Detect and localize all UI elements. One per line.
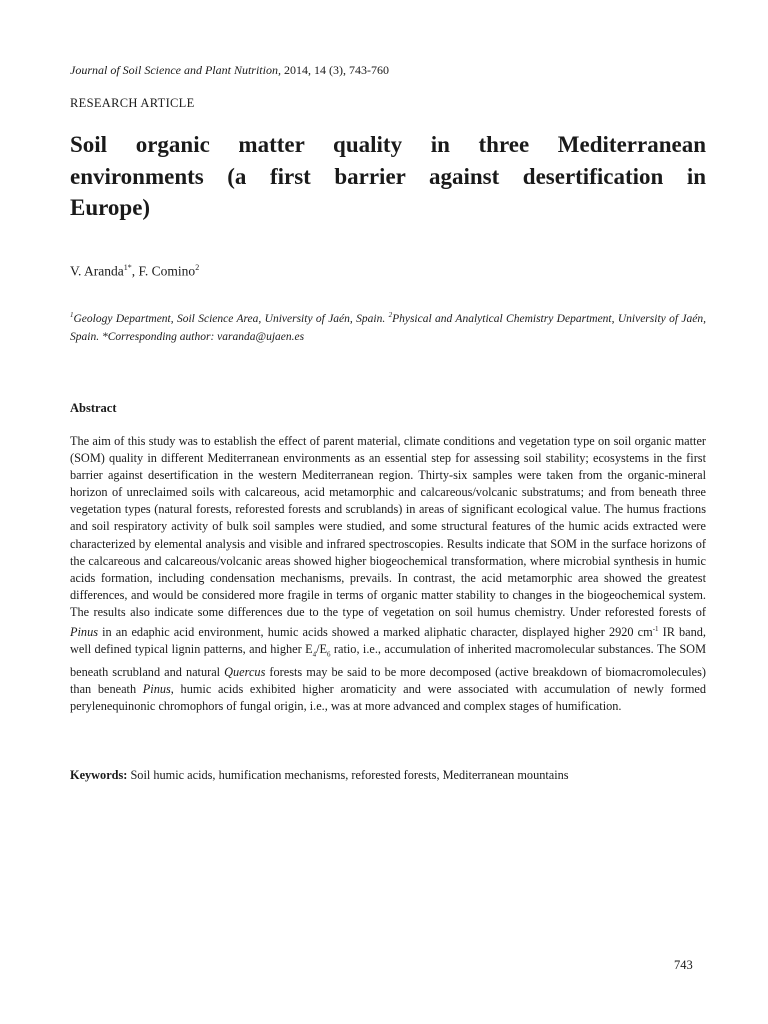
- keywords: [70, 767, 706, 784]
- abstract-italic-term: Quercus: [224, 664, 266, 679]
- abstract-italic-term: Pinus: [70, 625, 99, 640]
- abstract-text: forests may be said to be more decomposed (active breakdown of biomacromolecules) than beneath: [70, 664, 706, 696]
- title-line: Soil organic matter quality in three Mediterranean: [70, 132, 706, 157]
- keywords-text: Soil humic acids, humification mechanisms, reforested forests, Mediterranean mountains: [127, 768, 569, 782]
- author-name: V. Aranda: [70, 263, 124, 279]
- author-affiliation-mark: 2: [195, 263, 200, 272]
- abstract-text: IR band, well defined typical lignin patterns, and higher E: [70, 625, 706, 657]
- journal-volume-pages: 2014, 14 (3), 743-760: [280, 63, 389, 77]
- journal-citation: [70, 63, 389, 78]
- title-line: Europe): [70, 195, 151, 220]
- keywords-label: Keywords:: [70, 768, 128, 782]
- affiliation-text: Physical and Analytical Chemistry Department, University of Jaén, Spain. *Corresponding author: varanda@ujaen.es: [70, 312, 706, 343]
- abstract-text: , humic acids exhibited higher aromaticity and were associated with accumulation of newly formed perylenequinonic chromophors of fungal origin, i.e., was at more advanced and complex stages of humification.: [70, 681, 707, 713]
- author-separator: ,: [131, 263, 139, 279]
- abstract-heading: Abstract: [70, 401, 117, 415]
- author-list: [70, 263, 199, 280]
- affiliation-text: Geology Department, Soil Science Area, University of Jaén, Spain.: [73, 312, 389, 325]
- abstract-text: The aim of this study was to establish the effect of parent material, climate conditions and vegetation type on soil organic matter (SOM) quality in different Mediterranean environments as an essential step for assessing soil stability; ecosystems in the first barrier against desertification in the western Mediterranean region. Thirty-six samples were taken from the organic-mineral horizon of unreclaimed soils with calcareous, acid metamorphic and calcareous/volcanic substratums; and from beneath three vegetation types (natural forests, reforested forests and scrublands) in areas of significant ecological value. The humus fractions and soil respiratory activity of bulk soil samples were studied, and some structural features of the humic acids extracted were characterized by elemental analysis and visible and infrared spectroscopies. Results indicate that SOM in the surface horizons of the calcareous and calcareous/volcanic areas showed higher biogeochemical transformation, where microbial synthesis in humic acids formation, including condensation mechanisms, prevails. In contrast, the acid metamorphic area showed the greatest differences, and would be considered more fragile in terms of organic matter stability to changes in the biogeochemical system. The results also indicate some differences due to the type of vegetation on soil humus chemistry. Under reforested forests of: [70, 434, 706, 619]
- paper-title: [70, 129, 706, 224]
- affiliations: [70, 306, 706, 346]
- affiliation-mark: 1: [70, 311, 74, 319]
- abstract-text: in an edaphic acid environment, humic acids showed a marked aliphatic character, displayed higher 2920 cm: [98, 625, 653, 640]
- abstract-subscript: 4: [312, 650, 317, 659]
- journal-name: Journal of Soil Science and Plant Nutrition,: [70, 63, 281, 77]
- author-name: F. Comino: [138, 263, 196, 279]
- abstract-body: [70, 433, 706, 715]
- title-line: environments (a first barrier against desertification in: [70, 163, 706, 189]
- abstract-italic-term: Pinus: [142, 681, 171, 696]
- abstract-text: ratio, i.e., accumulation of inherited macromolecular substances. The SOM beneath scrubland and natural: [70, 642, 707, 679]
- author-affiliation-mark: 1*: [123, 263, 132, 272]
- abstract-subscript: 6: [327, 650, 331, 659]
- page-number: 743: [674, 958, 693, 972]
- affiliation-mark: 2: [388, 311, 393, 319]
- article-type: RESEARCH ARTICLE: [70, 96, 195, 110]
- abstract-superscript: -1: [652, 625, 659, 634]
- abstract-text: /E: [316, 642, 328, 657]
